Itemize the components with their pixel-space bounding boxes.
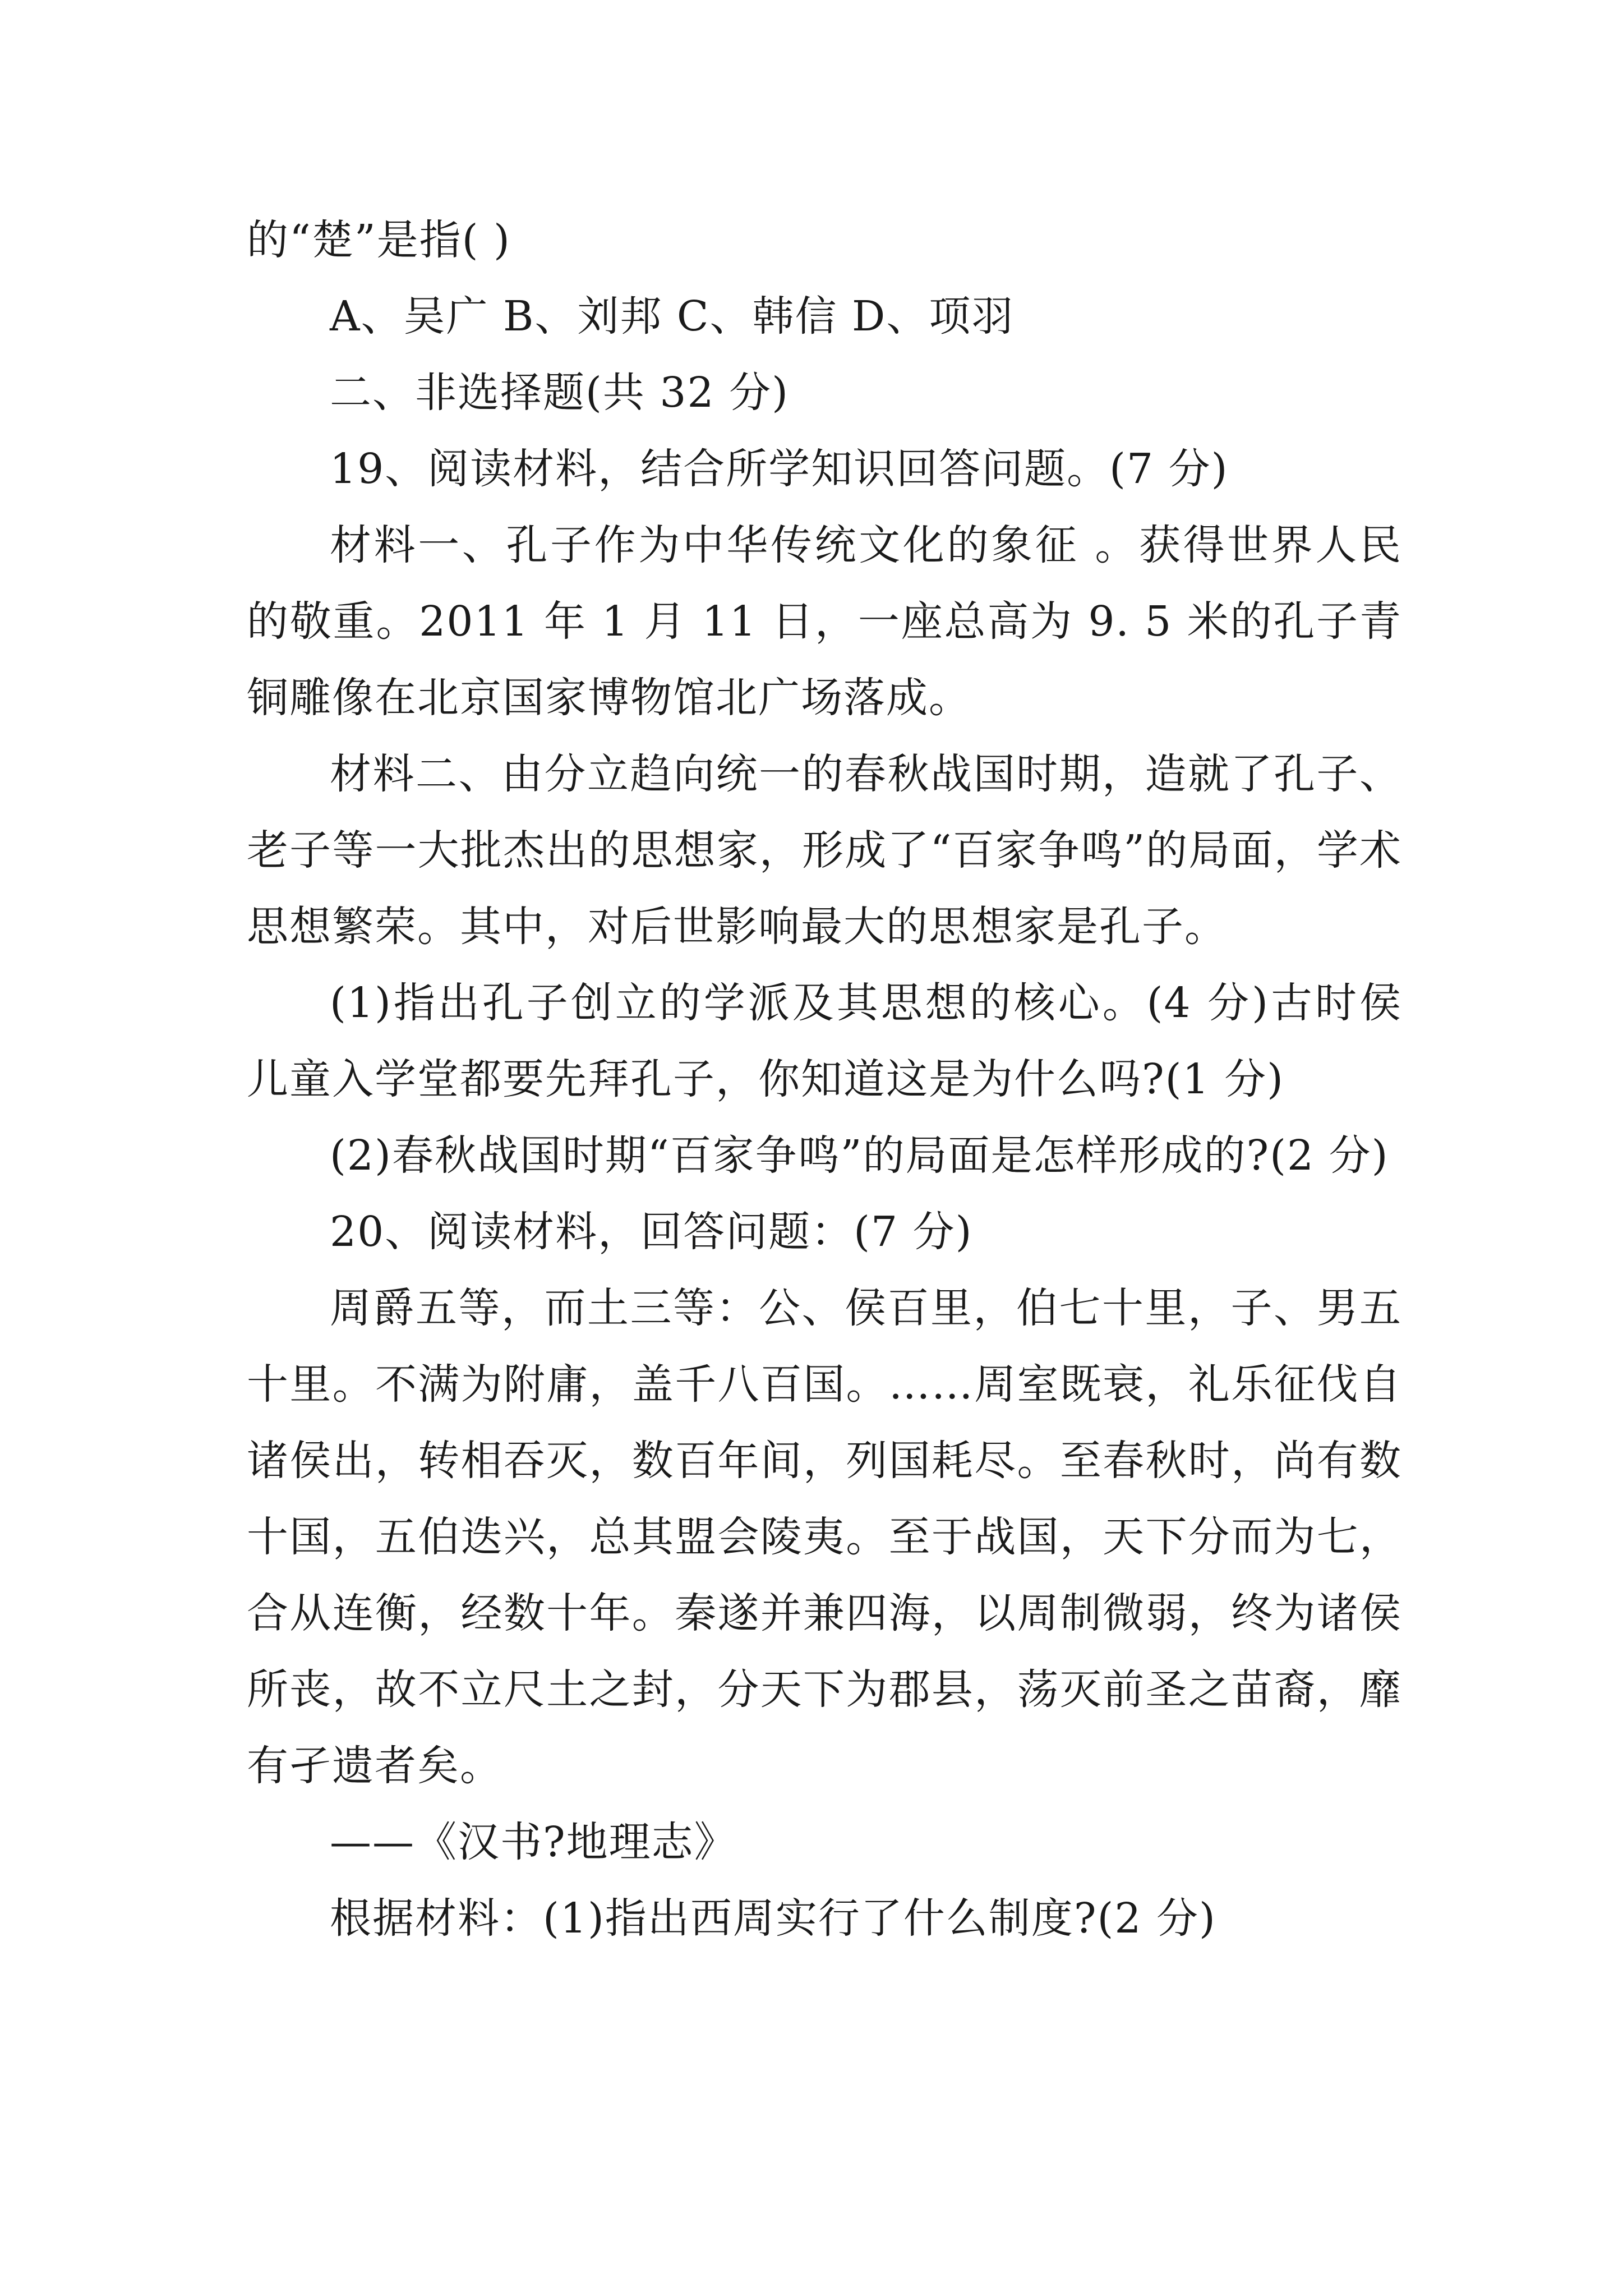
quote-source: ——《汉书?地理志》: [330, 1818, 737, 1866]
material-quote: 周爵五等，而土三等：公、侯百里，伯七十里，子、男五十里。不满为附庸，盖千八百国。……周室既衰，礼乐征伐自诸侯出，转相吞灭，数百年间，列国耗尽。至春秋时，尚有数十国，五伯迭兴，总其盟会陵夷。至于战国，天下分而为七，合从连衡，经数十年。秦遂并兼四海，以周制微弱，终为诸侯所丧，故不立尺土之封，分天下为郡县，荡灭前圣之苗裔，靡有孑遗者矣。: [247, 1284, 1402, 1790]
material-two: 材料二、由分立趋向统一的春秋战国时期，造就了孔子、老子等一大批杰出的思想家，形成了“百家争鸣”的局面，学术思想繁荣。其中，对后世影响最大的思想家是孔子。: [247, 750, 1402, 951]
question-19-part-2: (2)春秋战国时期“百家争鸣”的局面是怎样形成的?(2 分): [330, 1131, 1389, 1180]
question-18-tail: 的“楚”是指( ): [247, 216, 511, 264]
question-19-prompt: 19、阅读材料，结合所学知识回答问题。(7 分): [330, 445, 1229, 493]
section-heading: 二、非选择题(共 32 分): [330, 369, 789, 417]
question-19-part-1: (1)指出孔子创立的学派及其思想的核心。(4 分)古时侯儿童入学堂都要先拜孔子，你知道这是为什么吗?(1 分): [247, 979, 1402, 1103]
question-18-options: A、吴广 B、刘邦 C、韩信 D、项羽: [330, 292, 1015, 341]
question-20-part-1: 根据材料：(1)指出西周实行了什么制度?(2 分): [330, 1894, 1216, 1943]
material-one: 材料一、孔子作为中华传统文化的象征 。获得世界人民的敬重。2011 年 1 月 11 日，一座总高为 9. 5 米的孔子青铜雕像在北京国家博物馆北广场落成。: [247, 521, 1402, 722]
question-20-prompt: 20、阅读材料，回答问题：(7 分): [330, 1208, 973, 1256]
document-body: [247, 202, 1402, 1957]
